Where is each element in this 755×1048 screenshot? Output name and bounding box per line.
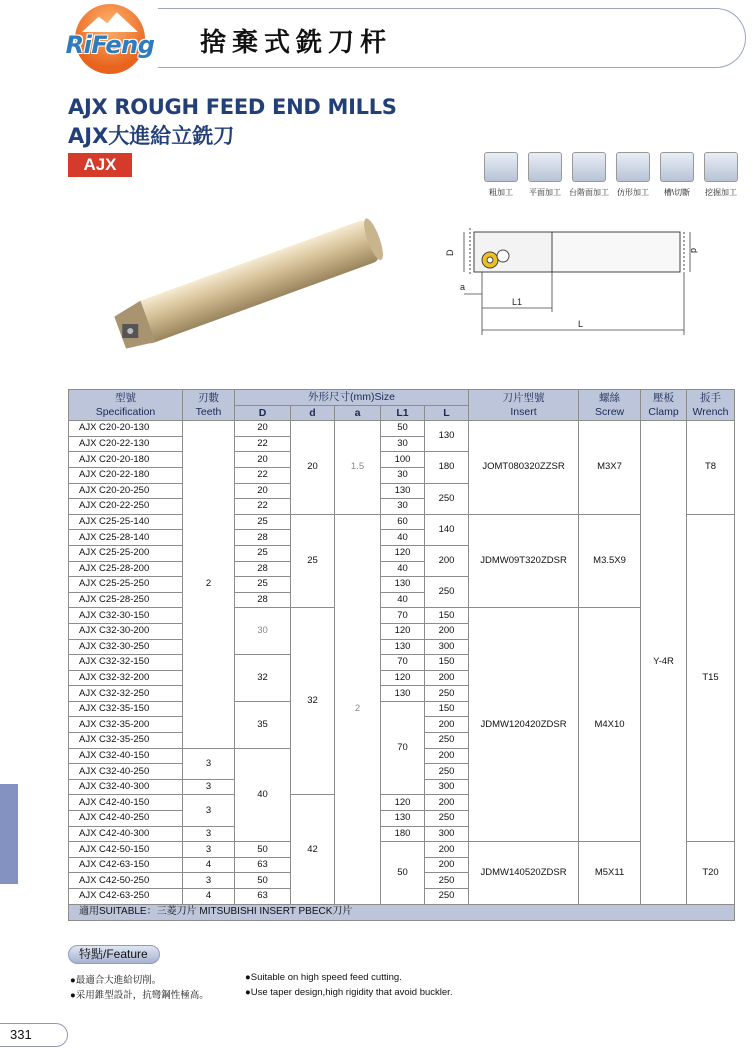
D-cell: 25 [235,577,291,593]
table-footer-row [69,904,735,920]
op-label: 挖掘加工 [705,188,737,197]
L-cell: 250 [425,889,469,905]
dim-d-label: d [689,248,699,254]
spec-cell: AJX C20-20-130 [69,421,183,437]
spec-cell: AJX C25-28-200 [69,561,183,577]
spec-cell: AJX C42-50-250 [69,873,183,889]
dim-a-label: a [460,282,466,292]
D-cell: 22 [235,436,291,452]
spec-cell: AJX C32-30-250 [69,639,183,655]
screw-cell: M4X10 [579,608,641,842]
L1-cell: 130 [381,483,425,499]
dim-L1-label: L1 [512,297,523,307]
L-cell: 250 [425,873,469,889]
wrench-cell: T20 [687,842,735,904]
L-cell: 200 [425,795,469,811]
L1-cell: 120 [381,623,425,639]
col-L1: L1 [381,405,425,421]
L-cell: 140 [425,514,469,545]
spec-cell: AJX C32-40-150 [69,748,183,764]
spec-cell: AJX C32-35-150 [69,701,183,717]
D-cell: 25 [235,545,291,561]
spec-cell: AJX C32-35-200 [69,717,183,733]
table-row [69,514,735,530]
spec-cell: AJX C32-30-150 [69,608,183,624]
op-shoulder [569,152,609,198]
insert-cell: JOMT080320ZZSR [469,421,579,515]
L-cell: 180 [425,452,469,483]
table-row [69,421,735,437]
col-teeth [183,390,235,421]
L-cell: 250 [425,686,469,702]
op-profile [613,152,653,198]
col-a: a [335,405,381,421]
header-row [69,390,735,406]
L-cell: 200 [425,545,469,576]
L1-cell: 130 [381,811,425,827]
d-cell: 32 [291,608,335,795]
L-cell: 250 [425,764,469,780]
spec-table [68,389,735,921]
teeth-en: Teeth [195,406,222,419]
product-title-en: AJX ROUGH FEED END MILLS [68,95,397,119]
D-cell: 28 [235,561,291,577]
clamp-zh: 壓板 [653,392,675,405]
col-spec [69,390,183,421]
side-tab [0,784,18,884]
L1-cell: 30 [381,467,425,483]
d-cell: 20 [291,421,335,515]
L-cell: 250 [425,733,469,749]
teeth-cell: 4 [183,857,235,873]
rough-machining-icon [484,152,518,182]
L1-cell: 120 [381,545,425,561]
d-cell: 42 [291,795,335,904]
spec-cell: AJX C25-25-140 [69,514,183,530]
teeth-cell: 3 [183,779,235,795]
op-label: 平面加工 [529,188,561,197]
spec-cell: AJX C42-40-250 [69,811,183,827]
D-cell: 35 [235,701,291,748]
L-cell: 200 [425,670,469,686]
L-cell: 250 [425,483,469,514]
teeth-cell: 2 [183,421,235,748]
spec-cell: AJX C42-63-150 [69,857,183,873]
col-screw [579,390,641,421]
feature-zh-1: ●最適合大進給切削。 [70,975,162,986]
L1-cell: 70 [381,701,425,795]
d-cell: 25 [291,514,335,608]
spec-cell: AJX C20-22-130 [69,436,183,452]
spec-cell: AJX C20-22-180 [69,467,183,483]
profile-milling-icon [616,152,650,182]
wrench-en: Wrench [692,406,729,419]
teeth-cell: 3 [183,795,235,826]
L1-cell: 130 [381,577,425,593]
op-label: 粗加工 [489,188,513,197]
D-cell: 20 [235,483,291,499]
L1-cell: 130 [381,639,425,655]
insert-cell: JDMW140520ZDSR [469,842,579,904]
L1-cell: 40 [381,592,425,608]
insert-en: Insert [510,406,537,419]
wrench-zh: 扳手 [700,392,722,405]
D-cell: 20 [235,452,291,468]
L-cell: 200 [425,857,469,873]
face-milling-icon [528,152,562,182]
col-L: L [425,405,469,421]
col-D: D [235,405,291,421]
L-cell: 150 [425,701,469,717]
spec-cell: AJX C20-20-180 [69,452,183,468]
feature-en-1: ●Suitable on high speed feed cutting. [245,972,402,983]
D-cell: 63 [235,889,291,905]
spec-zh: 型號 [115,392,136,405]
clamp-cell: Y-4R [641,421,687,904]
D-cell: 32 [235,655,291,702]
spec-cell: AJX C42-40-300 [69,826,183,842]
spec-cell: AJX C25-25-250 [69,577,183,593]
spec-cell: AJX C25-28-250 [69,592,183,608]
D-cell: 63 [235,857,291,873]
table-row [69,842,735,858]
spec-cell: AJX C32-30-200 [69,623,183,639]
a-cell: 1.5 [335,421,381,515]
teeth-cell: 4 [183,889,235,905]
col-clamp [641,390,687,421]
spec-en: Specification [95,406,156,419]
end-mill-photo [100,210,400,350]
D-cell: 22 [235,499,291,515]
L-cell: 130 [425,421,469,452]
D-cell: 40 [235,748,291,842]
L1-cell: 120 [381,670,425,686]
spec-cell: AJX C32-35-250 [69,733,183,749]
spec-cell: AJX C20-22-250 [69,499,183,515]
teeth-cell: 3 [183,842,235,858]
table-row [69,608,735,624]
D-cell: 28 [235,530,291,546]
D-cell: 30 [235,608,291,655]
feature-zh-2: ●采用錐型設計，抗彎鋼性極高。 [70,990,209,1001]
brand-logo [60,4,160,74]
shoulder-milling-icon [572,152,606,182]
spec-cell: AJX C42-40-150 [69,795,183,811]
col-insert [469,390,579,421]
slotting-icon [660,152,694,182]
L1-cell: 50 [381,842,425,904]
op-slot [657,152,697,198]
teeth-cell: 3 [183,748,235,779]
col-wrench [687,390,735,421]
dim-D-label: D [445,249,455,256]
spec-cell: AJX C32-32-150 [69,655,183,671]
dimension-drawing [438,210,738,350]
op-label: 槽\切斷 [663,188,691,197]
D-cell: 50 [235,873,291,889]
L1-cell: 50 [381,421,425,437]
spec-cell: AJX C20-20-250 [69,483,183,499]
D-cell: 50 [235,842,291,858]
L1-cell: 180 [381,826,425,842]
screw-en: Screw [594,406,625,419]
L1-cell: 30 [381,436,425,452]
op-plunge [701,152,741,198]
op-face [525,152,565,198]
a-cell: 2 [335,514,381,904]
insert-zh: 刀片型號 [502,392,545,405]
plunge-milling-icon [704,152,738,182]
wrench-cell: T8 [687,421,735,515]
spec-cell: AJX C32-32-200 [69,670,183,686]
L-cell: 150 [425,608,469,624]
spec-cell: AJX C32-40-300 [69,779,183,795]
spec-cell: AJX C42-63-250 [69,889,183,905]
L1-cell: 70 [381,608,425,624]
L1-cell: 120 [381,795,425,811]
screw-cell: M3.5X9 [579,514,641,608]
spec-cell: AJX C32-32-250 [69,686,183,702]
L-cell: 200 [425,623,469,639]
screw-cell: M5X11 [579,842,641,904]
L1-cell: 70 [381,655,425,671]
spec-cell: AJX C32-40-250 [69,764,183,780]
L1-cell: 130 [381,686,425,702]
header-title: 捨棄式銑刀杆 [200,28,393,58]
L1-cell: 100 [381,452,425,468]
L-cell: 300 [425,639,469,655]
D-cell: 28 [235,592,291,608]
L-cell: 300 [425,779,469,795]
L-cell: 200 [425,717,469,733]
screw-cell: M3X7 [579,421,641,515]
L-cell: 250 [425,811,469,827]
L-cell: 200 [425,842,469,858]
insert-cell: JDMW120420ZDSR [469,608,579,842]
op-label: 仿形加工 [617,188,649,197]
screw-zh: 螺絲 [599,392,621,405]
product-title-zh: AJX大進給立銑刀 [68,124,235,148]
suitable-note: 適用SUITABLE：三菱刀片 MITSUBISHI INSERT PBECK刀片 [69,904,735,920]
page-number: 331 [0,1023,68,1047]
spec-cell: AJX C42-50-150 [69,842,183,858]
teeth-cell: 3 [183,826,235,842]
feature-title: 特點/Feature [68,945,160,964]
L1-cell: 60 [381,514,425,530]
insert-cell: JDMW09T320ZDSR [469,514,579,608]
logo-text: RiFeng [65,31,155,59]
L1-cell: 30 [381,499,425,515]
spec-cell: AJX C25-28-140 [69,530,183,546]
D-cell: 22 [235,467,291,483]
L1-cell: 40 [381,561,425,577]
L-cell: 150 [425,655,469,671]
col-d: d [291,405,335,421]
D-cell: 25 [235,514,291,530]
teeth-zh: 刃數 [198,392,219,405]
D-cell: 20 [235,421,291,437]
teeth-cell: 3 [183,873,235,889]
L-cell: 300 [425,826,469,842]
wrench-cell: T15 [687,514,735,841]
L-cell: 250 [425,577,469,608]
op-rough [481,152,521,198]
col-size: 外形尺寸(mm)Size [235,390,469,406]
clamp-en: Clamp [648,406,679,419]
L-cell: 200 [425,748,469,764]
L1-cell: 40 [381,530,425,546]
feature-en-2: ●Use taper design,high rigidity that avoid buckler. [245,987,453,998]
dim-L-label: L [578,319,584,329]
op-label: 台階面加工 [569,188,609,197]
spec-cell: AJX C25-25-200 [69,545,183,561]
series-badge: AJX [68,153,132,177]
